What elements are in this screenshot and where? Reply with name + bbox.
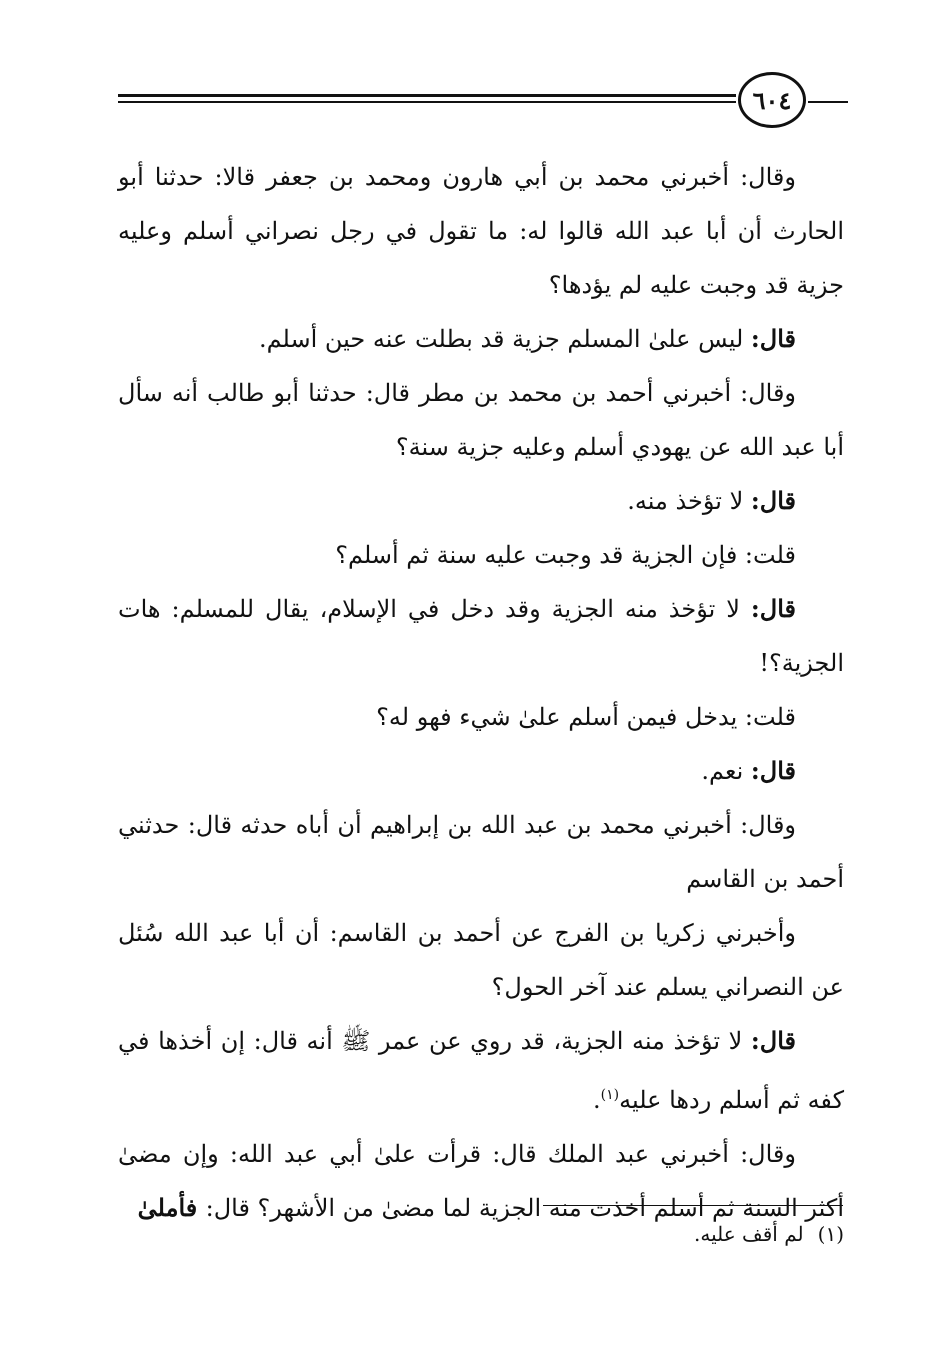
header-rule-thick (118, 94, 736, 97)
paragraph: قال: ليس علىٰ المسلم جزية قد بطلت عنه حين أسلم. (258, 324, 796, 353)
paragraph: قال: لا تؤخذ منه الجزية، قد روي عن عمر ﷺ أنه قال: إن أخذها في كفه ثم أسلم ردها عليه$^{(١)}$. (118, 1026, 844, 1114)
paragraph: قال: لا تؤخذ منه الجزية وقد دخل في الإسلام، يقال للمسلم: هات الجزية؟! (118, 594, 844, 677)
page-header (118, 72, 848, 132)
footnote-separator (543, 1205, 843, 1206)
header-rule-thin (118, 101, 736, 103)
paragraph: وأخبرني زكريا بن الفرج عن أحمد بن القاسم: أن أبا عبد الله سُئل عن النصراني يسلم عند آخر الحول؟ (118, 919, 844, 1001)
paragraph: قلت: يدخل فيمن أسلم علىٰ شيء فهو له؟ (376, 703, 796, 731)
paragraph: قال: نعم. (701, 756, 796, 785)
footnotes (118, 1222, 844, 1246)
page-number: ٦٠٤ (738, 72, 806, 128)
paragraph: وقال: أخبرني عبد الملك قال: قرأت علىٰ أبي عبد الله: وإن مضىٰ أكثر السنة ثم أسلم أخذت منه الجزية لما مضىٰ من الأشهر؟ قال: فأملىٰ (118, 1140, 844, 1222)
paragraph: وقال: أخبرني محمد بن عبد الله بن إبراهيم أن أباه حدثه قال: حدثني أحمد بن القاسم (118, 811, 844, 893)
paragraph: وقال: أخبرني محمد بن أبي هارون ومحمد بن جعفر قالا: حدثنا أبو الحارث أن أبا عبد الله قالوا له: ما تقول في رجل نصراني أسلم وعليه جزية قد وجبت عليه لم يؤدها؟ (118, 163, 844, 299)
paragraph: قال: لا تؤخذ منه. (627, 486, 796, 515)
footnote-ref: (١) (600, 1087, 620, 1103)
footnote: (١)لم أقف عليه. (694, 1222, 844, 1246)
paragraph: وقال: أخبرني أحمد بن محمد بن مطر قال: حدثنا أبو طالب أنه سأل أبا عبد الله عن يهودي أسلم وعليه جزية سنة؟ (118, 379, 844, 461)
body-text (118, 150, 844, 1235)
header-rule-right (808, 101, 848, 103)
paragraph: قلت: فإن الجزية قد وجبت عليه سنة ثم أسلم؟ (335, 541, 796, 569)
